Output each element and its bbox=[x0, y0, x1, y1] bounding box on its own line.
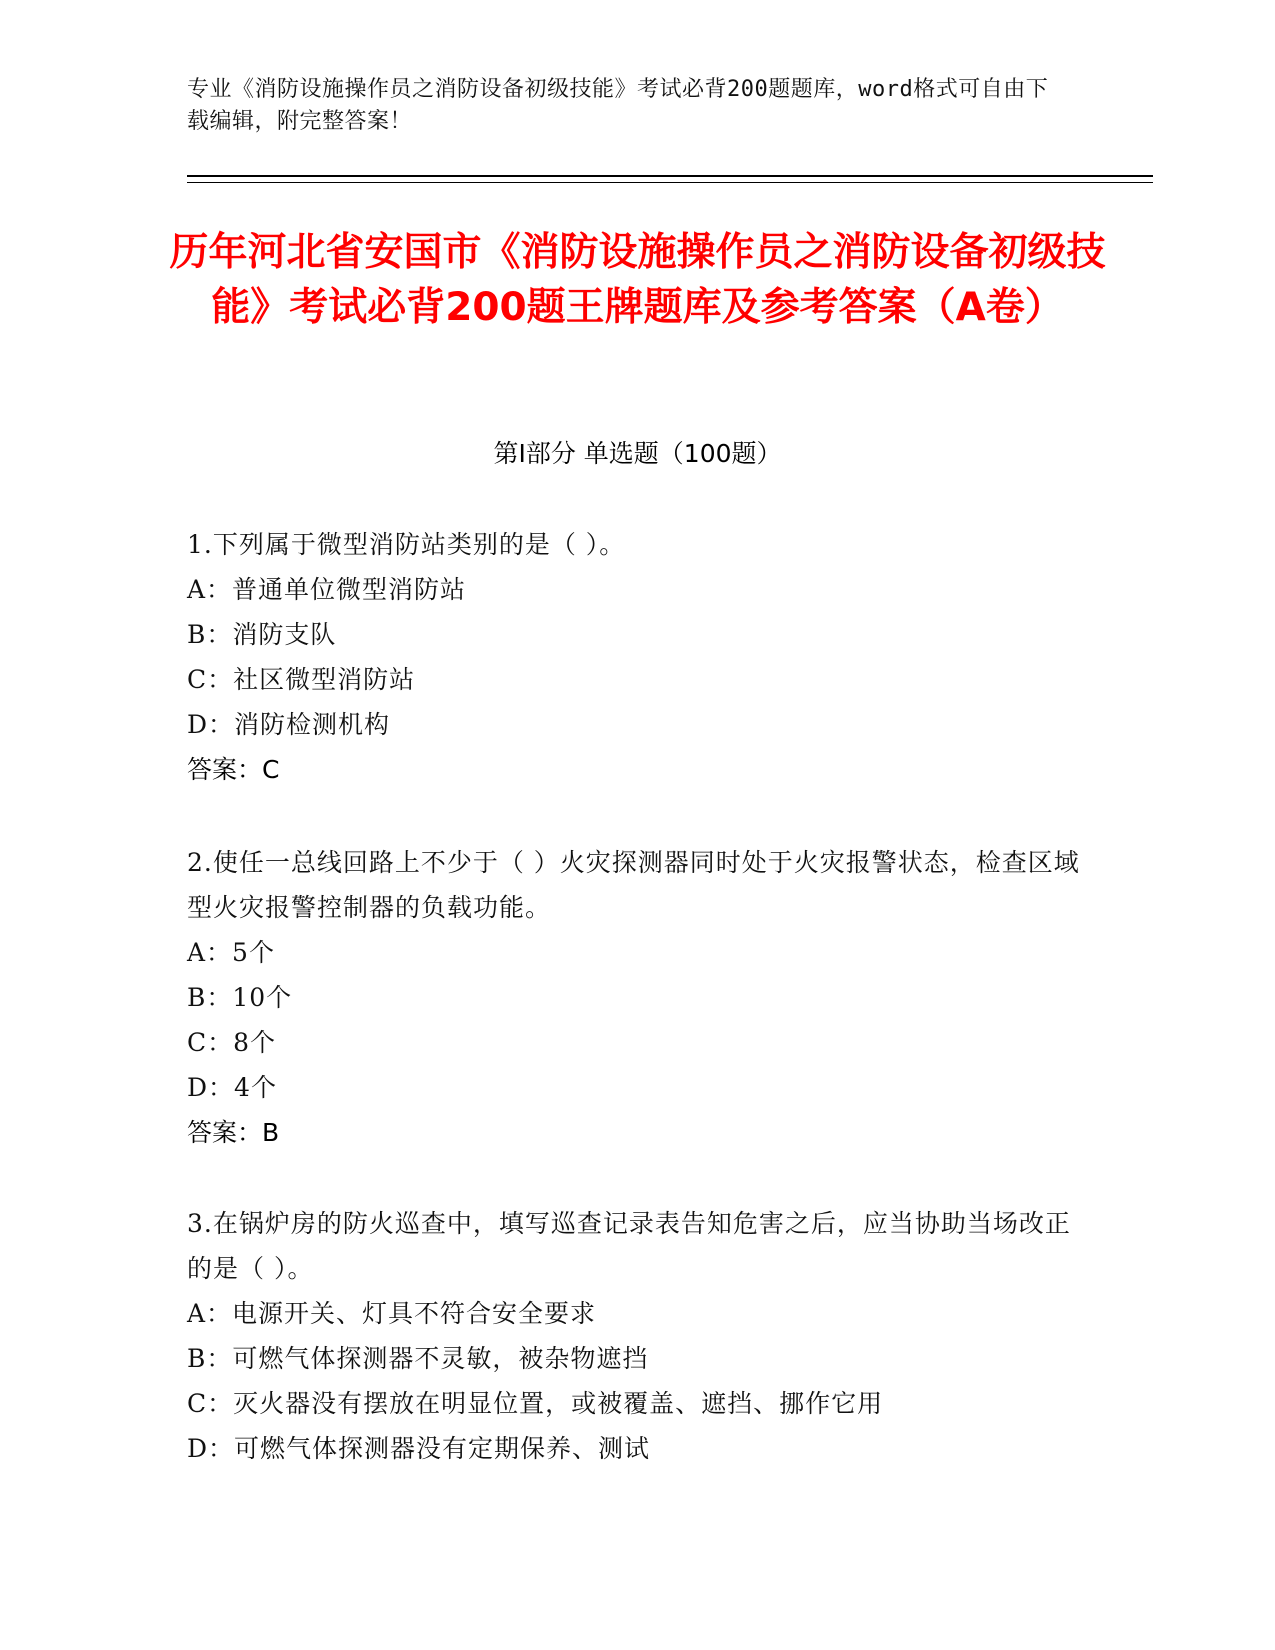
document-title: 历年河北省安国市《消防设施操作员之消防设备初级技能》考试必背200题王牌题库及参考答案（A卷） bbox=[169, 230, 1106, 330]
header-note: 专业《消防设施操作员之消防设备初级技能》考试必背200题题库，word格式可自由下载编辑，附完整答案！ bbox=[187, 77, 1049, 134]
option-b: B：10个 bbox=[187, 983, 293, 1012]
question-stem: 2.使任一总线回路上不少于（ ）火灾探测器同时处于火灾报警状态，检查区域型火灾报警控制器的负载功能。 bbox=[187, 848, 1080, 922]
header-divider-thick bbox=[187, 175, 1153, 177]
header-divider-thin bbox=[187, 182, 1153, 183]
option-b: B：可燃气体探测器不灵敏，被杂物遮挡 bbox=[187, 1344, 649, 1373]
option-a: A：5个 bbox=[187, 938, 275, 967]
option-c: C：8个 bbox=[187, 1028, 277, 1057]
option-c: C：灭火器没有摆放在明显位置，或被覆盖、遮挡、挪作它用 bbox=[187, 1389, 884, 1418]
option-c: C：社区微型消防站 bbox=[187, 665, 416, 694]
question-stem: 3.在锅炉房的防火巡查中，填写巡查记录表告知危害之后，应当协助当场改正的是（ ）。 bbox=[187, 1209, 1071, 1283]
question-item bbox=[187, 1201, 1087, 1471]
option-b: B：消防支队 bbox=[187, 620, 337, 649]
question-stem: 1.下列属于微型消防站类别的是（ ）。 bbox=[187, 530, 626, 559]
option-d: D：消防检测机构 bbox=[187, 710, 391, 739]
answer-line: 答案：B bbox=[187, 1118, 280, 1147]
answer-line: 答案：C bbox=[187, 755, 280, 784]
option-a: A：电源开关、灯具不符合安全要求 bbox=[187, 1299, 597, 1328]
option-d: D：4个 bbox=[187, 1073, 277, 1102]
section-title: 第I部分 单选题（100题） bbox=[493, 439, 782, 468]
question-item bbox=[187, 522, 1087, 792]
option-d: D：可燃气体探测器没有定期保养、测试 bbox=[187, 1434, 651, 1463]
question-item bbox=[187, 840, 1087, 1155]
option-a: A：普通单位微型消防站 bbox=[187, 575, 467, 604]
